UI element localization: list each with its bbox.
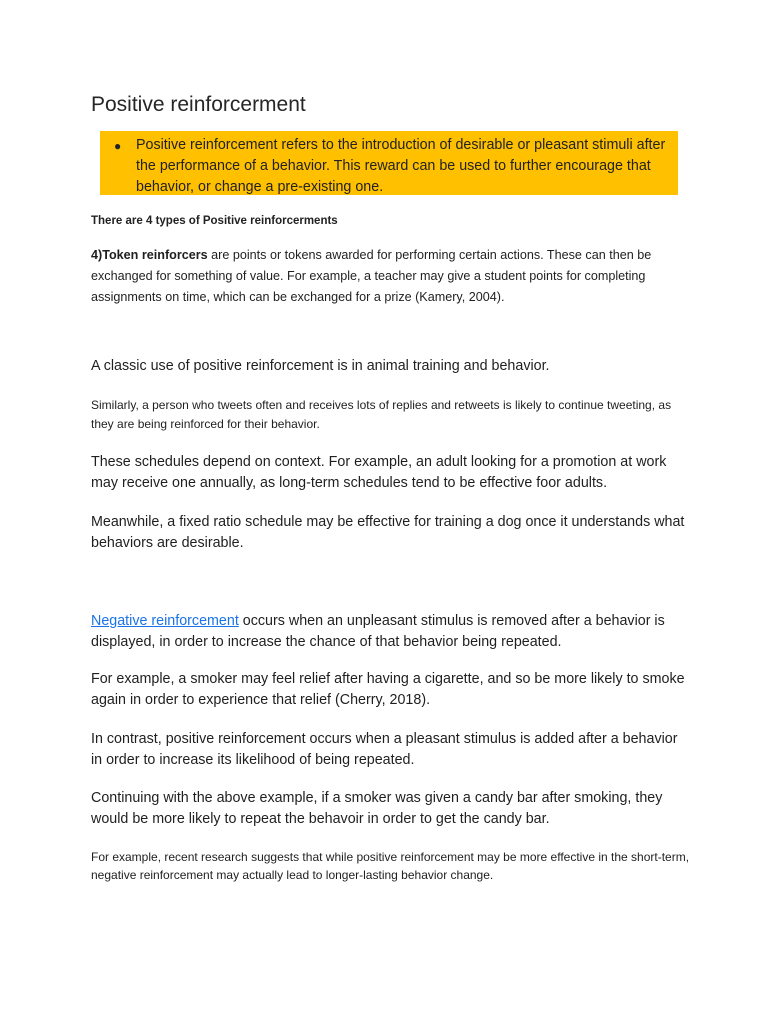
bullet-icon: ● [114,139,122,153]
similarly-paragraph: Similarly, a person who tweets often and receives lots of replies and retweets is likely to continue tweeting, as they are being reinforced for their behavior. [91,398,672,431]
token-text: are points or tokens awarded for performing certain actions. These can then be exchanged for something of value. For example, a teacher may give a student points for completing assignments on time, which can be exchanged for a prize (Kamery, 2004). [91,248,652,304]
meanwhile-paragraph: Meanwhile, a fixed ratio schedule may be effective for training a dog once it understands what behaviors are desirable. [91,514,685,551]
token-paragraph [91,245,691,308]
smoker-paragraph: For example, a smoker may feel relief after having a cigarette, and so be more likely to smoke again in order to experience that relief (Cherry, 2018). [91,671,685,708]
list-item [100,131,678,198]
page-title: Positive reinforcerment [91,93,306,116]
classic-use-paragraph: A classic use of positive reinforcement is in animal training and behavior. [91,358,550,374]
negative-text: occurs when an unpleasant stimulus is removed after a behavior is displayed, in order to increase the chance of that behavior being repeated. [91,613,665,650]
definition-text: Positive reinforcement refers to the introduction of desirable or pleasant stimuli after the performance of a behavior. This reward can be used to further encourage that behavior, or change a pre-existing one. [136,137,666,195]
schedules-paragraph: These schedules depend on context. For example, an adult looking for a promotion at work may receive one annually, as long-term schedules tend to be effective foor adults. [91,454,667,491]
token-label: 4)Token reinforcers [91,248,208,262]
types-subheading: There are 4 types of Positive reinforcerments [91,215,338,227]
highlighted-definition [100,131,678,195]
bullet-list [100,131,678,198]
negative-paragraph [91,611,691,653]
research-paragraph: For example, recent research suggests that while positive reinforcement may be more effective in the short-term, negative reinforcement may actually lead to longer-lasting behavior change. [91,850,690,882]
contrast-paragraph: In contrast, positive reinforcement occurs when a pleasant stimulus is added after a behavior in order to increase its likelihood of being repeated. [91,731,678,768]
continuing-paragraph: Continuing with the above example, if a smoker was given a candy bar after smoking, they would be more likely to repeat the behavoir in order to get the candy bar. [91,790,663,827]
negative-reinforcement-link[interactable]: Negative reinforcement [91,613,239,629]
